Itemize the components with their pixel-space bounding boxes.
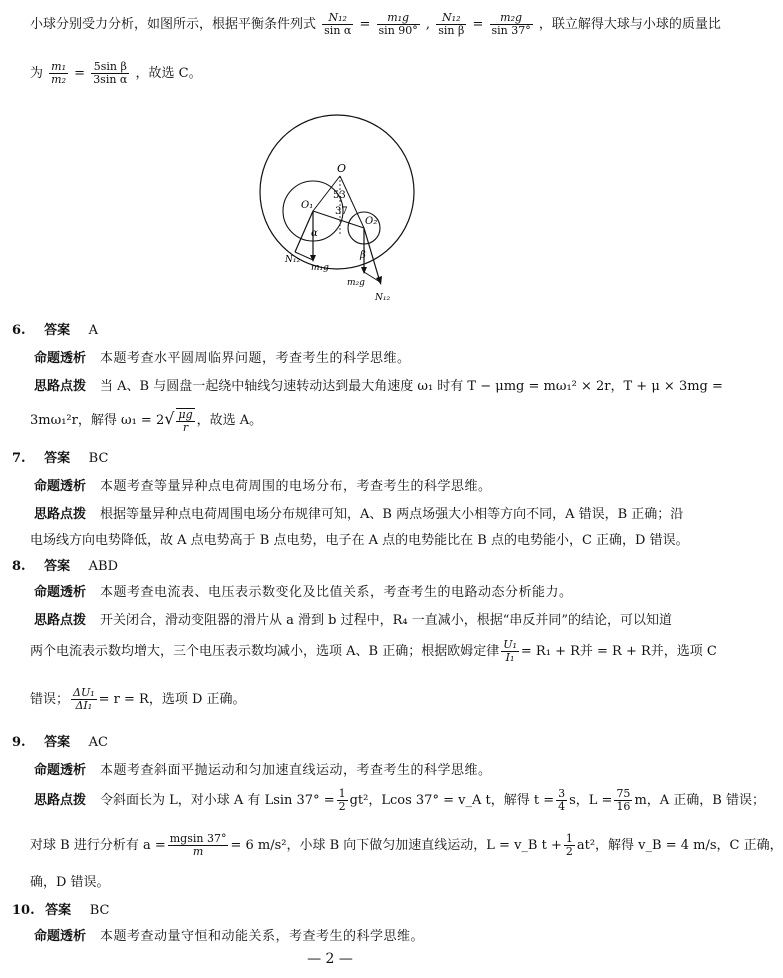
answer-label: 答案: [44, 323, 71, 338]
numerator: 5sin β: [91, 61, 129, 74]
label-o: O: [337, 162, 347, 175]
q7-analysis: [34, 478, 649, 496]
answer-label: 答案: [44, 559, 71, 574]
denominator: sin 90°: [378, 24, 418, 37]
section-tag: 思路点拨: [34, 379, 87, 394]
numerator: N₁₂: [322, 12, 353, 25]
denominator: 3sin α: [93, 73, 128, 86]
text: 令斜面长为 L，对小球 A 有 Lsin 37° =: [100, 793, 335, 808]
q10-header: [12, 902, 109, 920]
label-angle-37: 37: [335, 206, 348, 217]
text: 两个电流表示数均增大，三个电压表示数均减小，选项 A、B 正确；根据欧姆定律: [30, 644, 500, 659]
text: at²，解得 v_B = 4 m/s，C 正确，: [576, 838, 783, 853]
denominator: 2: [565, 845, 573, 858]
answer-label: 答案: [44, 451, 71, 466]
numerator: N₁₂: [436, 12, 466, 25]
text: 确，D 错误。: [30, 875, 110, 890]
numerator: 1: [338, 787, 346, 800]
q8-header: [12, 558, 118, 576]
q8-solution: [34, 612, 673, 630]
label-m2g: m₂g: [347, 278, 365, 288]
q7-solution: [34, 506, 684, 524]
q9-line4: [30, 874, 645, 892]
page-number: — 2 —: [307, 951, 353, 967]
label-n12-left: N₁₂: [285, 255, 301, 265]
fraction: [176, 408, 194, 434]
section-tag: 命题透析: [34, 585, 87, 600]
section-tag: 思路点拨: [34, 793, 87, 808]
q6-header: [12, 322, 98, 340]
fraction: [614, 788, 632, 813]
section-tag: 命题透析: [34, 929, 87, 944]
q5-line2: [30, 60, 645, 88]
numerator: 3: [558, 787, 566, 800]
fraction: [168, 833, 229, 858]
numerator: 1: [565, 832, 573, 845]
text: 对球 B 进行分析有 a =: [30, 838, 166, 853]
answer-value: BC: [88, 451, 109, 466]
denominator: 16: [616, 800, 631, 813]
q9-analysis: [34, 762, 649, 780]
numerator: U₁: [503, 638, 517, 651]
label-m1g: m₁g: [311, 263, 329, 273]
text: 3mω₁²r，解得 ω₁ = 2: [30, 413, 165, 428]
answer-value: A: [88, 323, 99, 338]
text: 本题考查斜面平抛运动和匀加速直线运动，考查考生的科学思维。: [100, 763, 492, 778]
section-tag: 命题透析: [34, 479, 87, 494]
numerator: m₁: [51, 60, 66, 73]
answer-value: ABD: [88, 559, 119, 574]
text: 为: [30, 66, 44, 81]
text: = 6 m/s²，小球 B 向下做匀加速直线运动，L = v_B t +: [230, 838, 562, 853]
q10-analysis: [34, 928, 649, 946]
q8-analysis: [34, 584, 649, 602]
text: 本题考查动量守恒和动能关系，考查考生的科学思维。: [100, 929, 425, 944]
text: 本题考查水平圆周临界问题，考查考生的科学思维。: [100, 351, 411, 366]
question-number: 7.: [12, 451, 26, 466]
answer-value: BC: [89, 903, 110, 918]
fraction: [71, 687, 97, 712]
fraction: [49, 61, 68, 86]
text: m，A 正确，B 错误；: [634, 793, 765, 808]
line-o-o2: [340, 176, 364, 228]
text: gt²，Lcos 37° = v_A t，解得 t =: [349, 793, 555, 808]
label-n12-right: N₁₂: [375, 293, 391, 303]
fraction: [556, 788, 567, 813]
q8-line4: [30, 682, 645, 718]
denominator: sin 37°: [491, 24, 531, 37]
text: ，故选 A。: [196, 413, 263, 428]
text: = R₁ + R并 = R + R并，选项 C: [520, 644, 717, 659]
answer-value: AC: [88, 735, 108, 750]
text: ，联立解得大球与小球的质量比: [538, 17, 721, 32]
section-tag: 命题透析: [34, 763, 87, 778]
numerator: mgsin 37°: [169, 832, 227, 845]
denominator: 2: [338, 800, 346, 813]
fraction: [564, 833, 575, 858]
q9-line3: [30, 828, 783, 864]
q7-line3: [30, 532, 689, 550]
label-o2: O₂: [365, 216, 378, 227]
force-diagram: [255, 110, 425, 310]
fraction: [436, 12, 466, 37]
m1g-arrowhead: [310, 255, 316, 262]
q7-header: [12, 450, 108, 468]
fraction: [91, 61, 129, 86]
text: 开关闭合，滑动变阻器的滑片从 a 滑到 b 过程中，R₄ 一直减小，根据“串反并同”的结论，可以知道: [100, 613, 673, 628]
q5-line1: 小球分别受力分析，如图所示，根据平衡条件列式 $\frac{\text{N₁₂}}{\text{sin α}}$ = $\frac{\text{m₁g}}{\sin 90^\circ}$ , $\frac{\text{N₁₂}}{\text{sin β}}$ = $\frac{\text{m₂g}}{\sin 37^\circ}$ ，联立解得大球与小球的质量比: [30, 11, 721, 37]
text: 本题考查等量异种点电荷周围的电场分布，考查考生的科学思维。: [100, 479, 492, 494]
numerator: 75: [616, 787, 631, 800]
q6-solution: [34, 378, 723, 396]
denominator: ΔI₁: [75, 699, 93, 712]
fraction: [337, 788, 348, 813]
denominator: m: [192, 845, 204, 858]
equals: =: [472, 17, 484, 32]
equals: =: [74, 66, 86, 81]
q6-line3: 3mω₁²r，解得 ω₁ = 2√ $\frac{\mu g}{r}$ ，故选 A。: [30, 407, 263, 434]
text: 当 A、B 与圆盘一起绕中轴线匀速转动达到最大角速度 ω₁ 时有 T − μmg = mω₁² × 2r，T + μ × 3mg =: [100, 379, 723, 394]
q6-analysis: [34, 350, 649, 368]
text: 电场线方向电势降低，故 A 点电势高于 B 点电势，电子在 A 点的电势能比在 B 点的电势能小，C 正确，D 错误。: [30, 533, 689, 548]
numerator: m₁g: [377, 12, 420, 25]
equals: =: [359, 17, 371, 32]
denominator: sin α: [324, 24, 352, 37]
text: 错误；: [30, 692, 70, 707]
denominator: r: [182, 420, 189, 434]
denominator: 4: [558, 800, 566, 813]
fraction: [501, 639, 519, 664]
text: ，故选 C。: [135, 66, 202, 81]
question-number: 9.: [12, 735, 26, 750]
text: = r = R，选项 D 正确。: [98, 692, 246, 707]
label-beta: β: [360, 250, 366, 261]
q9-solution: [34, 784, 765, 818]
question-number: 6.: [12, 323, 26, 338]
denominator: sin β: [438, 24, 465, 37]
numerator: m₂g: [490, 12, 533, 25]
fraction: [322, 12, 353, 37]
answer-label: 答案: [45, 903, 72, 918]
label-o1: O₁: [301, 200, 314, 211]
text: s，L =: [569, 793, 613, 808]
section-tag: 思路点拨: [34, 507, 87, 522]
question-number: 10.: [12, 903, 35, 918]
text: 小球分别受力分析，如图所示，根据平衡条件列式: [30, 17, 317, 32]
q8-line3: [30, 634, 717, 670]
denominator: I₁: [505, 651, 515, 664]
fraction: [490, 12, 533, 37]
text: 根据等量异种点电荷周围电场分布规律可知，A、B 两点场强大小相等方向不同，A 错误，B 正确；沿: [100, 507, 684, 522]
numerator: ΔU₁: [73, 686, 95, 699]
fraction: [377, 12, 420, 37]
label-alpha: α: [311, 228, 318, 239]
section-tag: 命题透析: [34, 351, 87, 366]
q9-header: [12, 734, 108, 752]
label-angle-53: 53: [333, 190, 346, 201]
numerator: μg: [178, 407, 193, 421]
question-number: 8.: [12, 559, 26, 574]
text: 本题考查电流表、电压表示数变化及比值关系，考查考生的电路动态分析能力。: [100, 585, 573, 600]
denominator: m₂: [51, 73, 66, 86]
section-tag: 思路点拨: [34, 613, 87, 628]
answer-label: 答案: [44, 735, 71, 750]
